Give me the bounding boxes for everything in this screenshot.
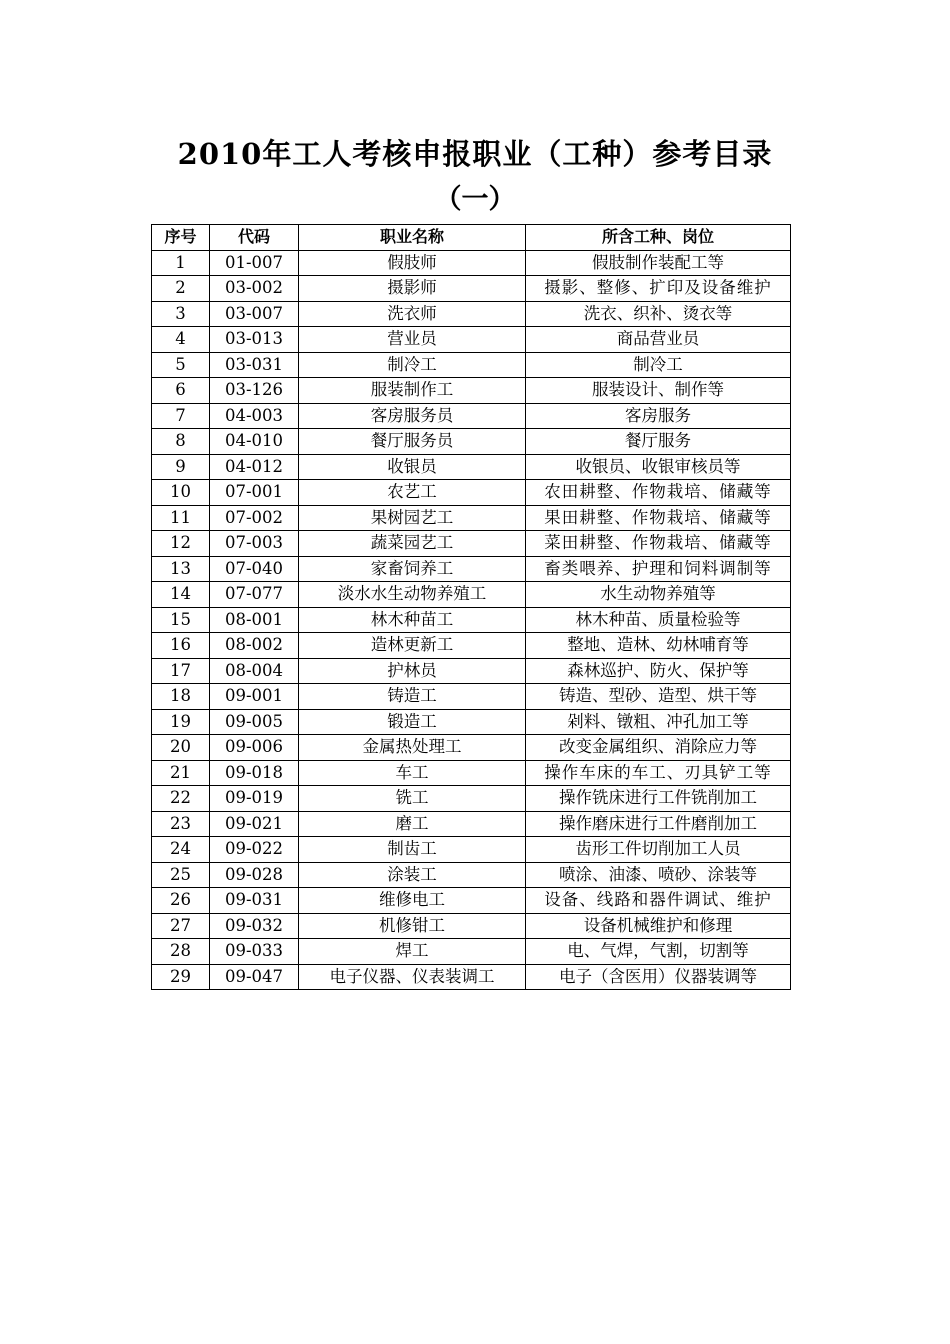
cell-occupation: 磨工 bbox=[299, 811, 526, 837]
cell-positions: 林木种苗、质量检验等 bbox=[526, 607, 791, 633]
cell-code: 09-022 bbox=[210, 837, 299, 863]
table-row bbox=[152, 250, 791, 276]
cell-number: 21 bbox=[152, 760, 210, 786]
cell-positions: 收银员、收银审核员等 bbox=[526, 454, 791, 480]
cell-positions: 喷涂、油漆、喷砂、涂装等 bbox=[526, 862, 791, 888]
table-row bbox=[152, 633, 791, 659]
cell-positions: 假肢制作装配工等 bbox=[526, 250, 791, 276]
cell-number: 24 bbox=[152, 837, 210, 863]
cell-code: 09-018 bbox=[210, 760, 299, 786]
cell-code: 08-004 bbox=[210, 658, 299, 684]
cell-number: 13 bbox=[152, 556, 210, 582]
cell-positions: 果田耕整、作物栽培、储藏等 bbox=[526, 505, 791, 531]
cell-positions: 操作铣床进行工件铣削加工 bbox=[526, 786, 791, 812]
cell-positions: 洗衣、织补、烫衣等 bbox=[526, 301, 791, 327]
cell-number: 15 bbox=[152, 607, 210, 633]
cell-positions: 畜类喂养、护理和饲料调制等 bbox=[526, 556, 791, 582]
table-row bbox=[152, 888, 791, 914]
cell-code: 07-002 bbox=[210, 505, 299, 531]
cell-occupation: 餐厅服务员 bbox=[299, 429, 526, 455]
cell-occupation: 护林员 bbox=[299, 658, 526, 684]
cell-code: 08-001 bbox=[210, 607, 299, 633]
cell-positions: 农田耕整、作物栽培、储藏等 bbox=[526, 480, 791, 506]
cell-positions: 整地、造林、幼林哺育等 bbox=[526, 633, 791, 659]
cell-number: 16 bbox=[152, 633, 210, 659]
cell-number: 9 bbox=[152, 454, 210, 480]
cell-code: 03-013 bbox=[210, 327, 299, 353]
cell-occupation: 机修钳工 bbox=[299, 913, 526, 939]
cell-number: 17 bbox=[152, 658, 210, 684]
cell-code: 04-010 bbox=[210, 429, 299, 455]
cell-code: 03-002 bbox=[210, 276, 299, 302]
cell-positions: 摄影、整修、扩印及设备维护 bbox=[526, 276, 791, 302]
cell-positions: 电子（含医用）仪器装调等 bbox=[526, 964, 791, 990]
cell-occupation: 客房服务员 bbox=[299, 403, 526, 429]
cell-code: 07-040 bbox=[210, 556, 299, 582]
cell-number: 6 bbox=[152, 378, 210, 404]
cell-code: 09-006 bbox=[210, 735, 299, 761]
cell-number: 22 bbox=[152, 786, 210, 812]
table-row bbox=[152, 913, 791, 939]
table-row bbox=[152, 582, 791, 608]
cell-occupation: 摄影师 bbox=[299, 276, 526, 302]
cell-positions: 服装设计、制作等 bbox=[526, 378, 791, 404]
cell-number: 14 bbox=[152, 582, 210, 608]
cell-occupation: 金属热处理工 bbox=[299, 735, 526, 761]
table-row bbox=[152, 276, 791, 302]
cell-number: 25 bbox=[152, 862, 210, 888]
cell-code: 09-005 bbox=[210, 709, 299, 735]
cell-number: 28 bbox=[152, 939, 210, 965]
cell-number: 11 bbox=[152, 505, 210, 531]
cell-occupation: 造林更新工 bbox=[299, 633, 526, 659]
cell-code: 07-003 bbox=[210, 531, 299, 557]
table-row bbox=[152, 301, 791, 327]
cell-occupation: 铸造工 bbox=[299, 684, 526, 710]
table-row bbox=[152, 352, 791, 378]
cell-positions: 齿形工件切削加工人员 bbox=[526, 837, 791, 863]
cell-number: 5 bbox=[152, 352, 210, 378]
cell-positions: 电、气焊，气割，切割等 bbox=[526, 939, 791, 965]
document-title: 2010年工人考核申报职业（工种）参考目录 bbox=[177, 137, 773, 171]
cell-number: 4 bbox=[152, 327, 210, 353]
cell-code: 03-126 bbox=[210, 378, 299, 404]
table-row bbox=[152, 964, 791, 990]
cell-occupation: 洗衣师 bbox=[299, 301, 526, 327]
cell-code: 01-007 bbox=[210, 250, 299, 276]
cell-occupation: 服装制作工 bbox=[299, 378, 526, 404]
cell-number: 18 bbox=[152, 684, 210, 710]
table-header-row bbox=[152, 225, 791, 251]
table-body bbox=[152, 250, 791, 990]
cell-number: 1 bbox=[152, 250, 210, 276]
header-code: 代码 bbox=[210, 225, 299, 251]
cell-positions: 客房服务 bbox=[526, 403, 791, 429]
cell-number: 20 bbox=[152, 735, 210, 761]
cell-number: 19 bbox=[152, 709, 210, 735]
cell-code: 09-021 bbox=[210, 811, 299, 837]
cell-number: 23 bbox=[152, 811, 210, 837]
table-row bbox=[152, 684, 791, 710]
cell-code: 09-001 bbox=[210, 684, 299, 710]
table-row bbox=[152, 454, 791, 480]
cell-occupation: 铣工 bbox=[299, 786, 526, 812]
cell-number: 26 bbox=[152, 888, 210, 914]
cell-code: 04-012 bbox=[210, 454, 299, 480]
cell-number: 12 bbox=[152, 531, 210, 557]
cell-code: 03-007 bbox=[210, 301, 299, 327]
cell-code: 09-028 bbox=[210, 862, 299, 888]
cell-number: 8 bbox=[152, 429, 210, 455]
table-row bbox=[152, 327, 791, 353]
cell-positions: 餐厅服务 bbox=[526, 429, 791, 455]
cell-number: 3 bbox=[152, 301, 210, 327]
cell-number: 29 bbox=[152, 964, 210, 990]
cell-code: 09-032 bbox=[210, 913, 299, 939]
cell-positions: 制冷工 bbox=[526, 352, 791, 378]
cell-positions: 商品营业员 bbox=[526, 327, 791, 353]
table-row bbox=[152, 939, 791, 965]
cell-occupation: 林木种苗工 bbox=[299, 607, 526, 633]
cell-positions: 操作磨床进行工件磨削加工 bbox=[526, 811, 791, 837]
cell-number: 7 bbox=[152, 403, 210, 429]
cell-occupation: 果树园艺工 bbox=[299, 505, 526, 531]
table-row bbox=[152, 760, 791, 786]
cell-occupation: 收银员 bbox=[299, 454, 526, 480]
cell-code: 09-019 bbox=[210, 786, 299, 812]
cell-occupation: 维修电工 bbox=[299, 888, 526, 914]
cell-positions: 水生动物养殖等 bbox=[526, 582, 791, 608]
cell-occupation: 焊工 bbox=[299, 939, 526, 965]
cell-occupation: 淡水水生动物养殖工 bbox=[299, 582, 526, 608]
cell-positions: 剁料、镦粗、冲孔加工等 bbox=[526, 709, 791, 735]
table-row bbox=[152, 607, 791, 633]
cell-code: 07-077 bbox=[210, 582, 299, 608]
table-row bbox=[152, 709, 791, 735]
cell-occupation: 锻造工 bbox=[299, 709, 526, 735]
table-row bbox=[152, 403, 791, 429]
cell-number: 27 bbox=[152, 913, 210, 939]
cell-occupation: 营业员 bbox=[299, 327, 526, 353]
table-row bbox=[152, 735, 791, 761]
cell-occupation: 制齿工 bbox=[299, 837, 526, 863]
table-row bbox=[152, 505, 791, 531]
header-number: 序号 bbox=[152, 225, 210, 251]
table-row bbox=[152, 556, 791, 582]
document-subtitle: （一） bbox=[434, 184, 516, 215]
cell-positions: 铸造、型砂、造型、烘干等 bbox=[526, 684, 791, 710]
cell-occupation: 蔬菜园艺工 bbox=[299, 531, 526, 557]
table-row bbox=[152, 837, 791, 863]
cell-positions: 改变金属组织、消除应力等 bbox=[526, 735, 791, 761]
cell-code: 04-003 bbox=[210, 403, 299, 429]
cell-positions: 森林巡护、防火、保护等 bbox=[526, 658, 791, 684]
table-row bbox=[152, 811, 791, 837]
cell-occupation: 电子仪器、仪表装调工 bbox=[299, 964, 526, 990]
table-row bbox=[152, 658, 791, 684]
table-row bbox=[152, 378, 791, 404]
cell-code: 08-002 bbox=[210, 633, 299, 659]
table-row bbox=[152, 862, 791, 888]
cell-number: 2 bbox=[152, 276, 210, 302]
cell-code: 07-001 bbox=[210, 480, 299, 506]
cell-occupation: 假肢师 bbox=[299, 250, 526, 276]
cell-code: 03-031 bbox=[210, 352, 299, 378]
cell-positions: 菜田耕整、作物栽培、储藏等 bbox=[526, 531, 791, 557]
cell-occupation: 制冷工 bbox=[299, 352, 526, 378]
header-positions: 所含工种、岗位 bbox=[526, 225, 791, 251]
table-row bbox=[152, 531, 791, 557]
cell-code: 09-031 bbox=[210, 888, 299, 914]
cell-positions: 设备、线路和器件调试、维护 bbox=[526, 888, 791, 914]
cell-positions: 操作车床的车工、刃具铲工等 bbox=[526, 760, 791, 786]
occupation-catalog-table bbox=[151, 224, 791, 990]
cell-occupation: 家畜饲养工 bbox=[299, 556, 526, 582]
cell-positions: 设备机械维护和修理 bbox=[526, 913, 791, 939]
header-occupation: 职业名称 bbox=[299, 225, 526, 251]
cell-code: 09-033 bbox=[210, 939, 299, 965]
table-row bbox=[152, 480, 791, 506]
cell-occupation: 农艺工 bbox=[299, 480, 526, 506]
cell-occupation: 车工 bbox=[299, 760, 526, 786]
cell-occupation: 涂装工 bbox=[299, 862, 526, 888]
cell-number: 10 bbox=[152, 480, 210, 506]
cell-code: 09-047 bbox=[210, 964, 299, 990]
table-row bbox=[152, 429, 791, 455]
table-row bbox=[152, 786, 791, 812]
